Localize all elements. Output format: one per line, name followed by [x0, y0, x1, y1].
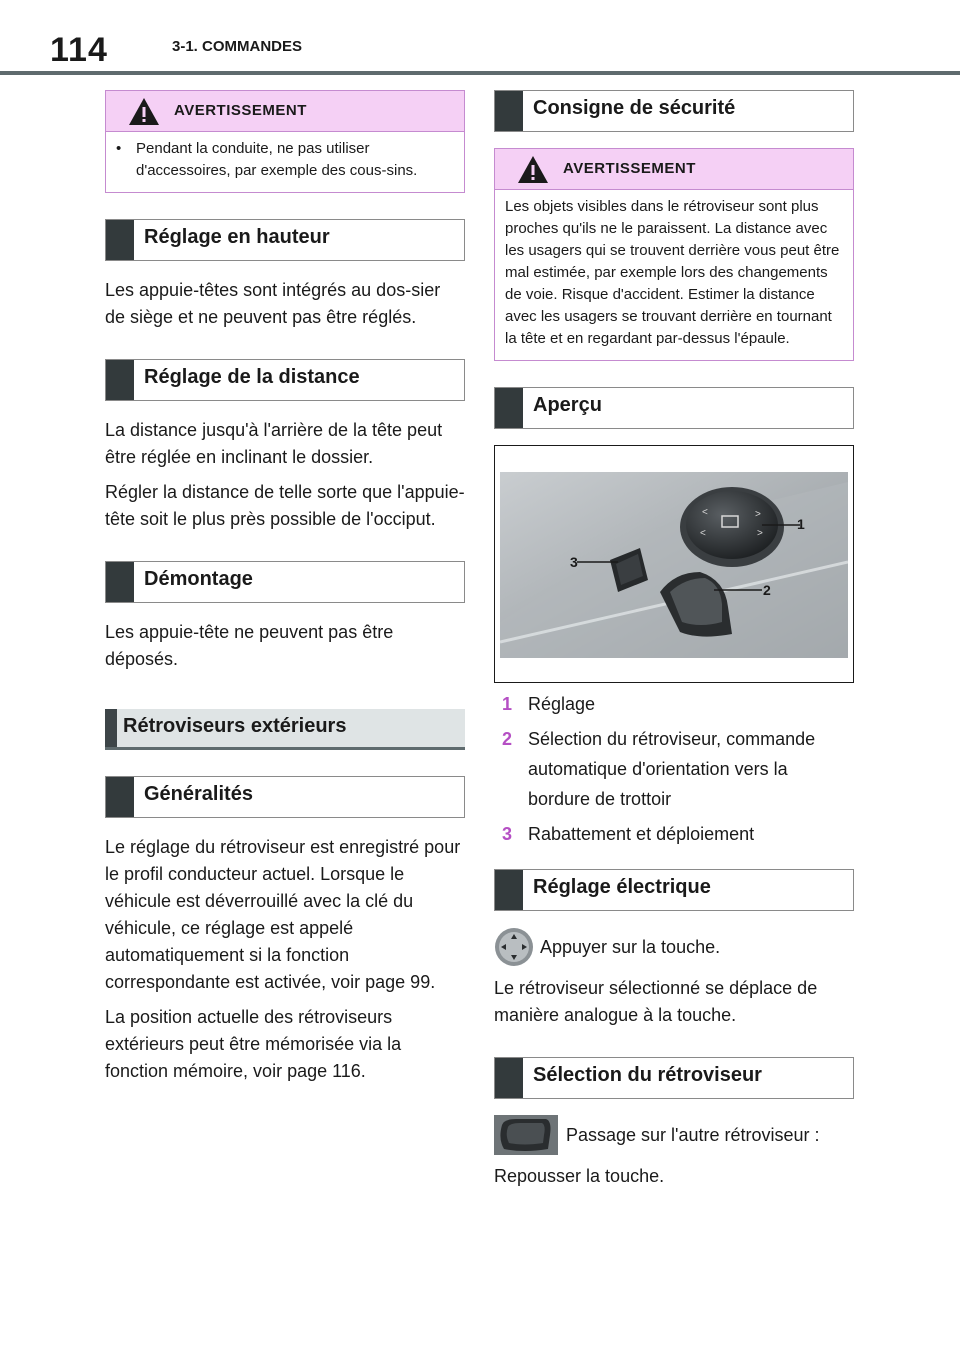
warning-triangle-icon — [128, 97, 160, 126]
section-title: Réglage électrique — [533, 876, 711, 898]
warning-text: Les objets visibles dans le rétroviseur sont plus proches qu'ils ne le paraissent. La distance avec les usagers qui se trouvent derrière vous peut être mal estimée, par exemple lors des changements de voie. Risque d'accident. Estimer la distance avec les usagers se trouvant derrière en tournant la tête et en regardant par-dessus l'épaule. — [505, 198, 840, 347]
list-item — [494, 689, 854, 719]
svg-text:<: < — [702, 507, 708, 518]
left-column — [105, 90, 465, 1093]
section-heading-overview — [494, 387, 854, 429]
page-header — [0, 0, 960, 78]
chapter-title: 3-1. COMMANDES — [172, 38, 303, 55]
item-number: 1 — [502, 694, 513, 714]
mirror-controls-illustration — [500, 472, 848, 658]
warning-header — [495, 149, 853, 190]
mirror-adjust-button-icon — [494, 927, 534, 967]
warning-header — [106, 91, 464, 132]
section-heading-mirror-selection — [494, 1057, 854, 1099]
section-title: Sélection du rétroviseur — [533, 1064, 762, 1086]
instruction-text: Appuyer sur la touche. — [540, 936, 721, 957]
item-number: 3 — [502, 824, 513, 844]
section-title: Consigne de sécurité — [533, 97, 736, 119]
section-title: Généralités — [144, 783, 253, 805]
callout-3: 3 — [570, 554, 578, 570]
paragraph: Les appuie-tête ne peuvent pas être déposés. — [105, 622, 394, 669]
section-heading-removal — [105, 561, 465, 603]
bullet-icon: • — [116, 140, 122, 157]
warning-title: AVERTISSEMENT — [563, 160, 696, 177]
paragraph: Les appuie-têtes sont intégrés au dos-sier de siège et ne peuvent pas être réglés. — [105, 280, 441, 327]
paragraph: Régler la distance de telle sorte que l'appuie-tête soit le plus près possible de l'occiput. — [105, 482, 465, 529]
svg-text:>: > — [757, 528, 763, 539]
callout-1: 1 — [797, 516, 805, 532]
list-item — [494, 724, 854, 814]
paragraph: La distance jusqu'à l'arrière de la tête peut être réglée en inclinant le dossier. — [105, 420, 443, 467]
paragraph: Le rétroviseur sélectionné se déplace de manière analogue à la touche. — [494, 978, 818, 1025]
main-section-heading — [105, 709, 465, 750]
item-text: Réglage — [528, 694, 596, 714]
section-heading-height — [105, 219, 465, 261]
item-text: Sélection du rétroviseur, commande automatique d'orientation vers la bordure de trottoir — [528, 729, 816, 809]
section-title: Réglage de la distance — [144, 366, 360, 388]
warning-body — [495, 190, 853, 360]
instruction-line — [494, 927, 854, 967]
warning-body — [106, 132, 464, 192]
section-heading-electric — [494, 869, 854, 911]
legend-list — [494, 689, 854, 849]
page-number: 114 — [50, 31, 108, 69]
callout-2: 2 — [763, 582, 771, 598]
main-section-title: Rétroviseurs extérieurs — [123, 715, 347, 737]
svg-text:>: > — [755, 509, 761, 520]
svg-text:<: < — [700, 528, 706, 539]
list-item — [494, 819, 854, 849]
header-rule — [0, 71, 960, 75]
paragraph: Le réglage du rétroviseur est enregistré pour le profil conducteur actuel. Lorsque le véhicule est déverrouillé avec la clé du véhicule, ce réglage est appelé automatiquement si la fonction correspondante est activée, voir page 99. — [105, 837, 461, 992]
warning-title: AVERTISSEMENT — [174, 102, 307, 119]
mirror-selector-button-icon — [494, 1115, 558, 1155]
mirror-controls-figure — [494, 445, 854, 683]
section-title: Démontage — [144, 568, 253, 590]
instruction-text: Passage sur l'autre rétroviseur : — [566, 1124, 820, 1145]
paragraph: La position actuelle des rétroviseurs extérieurs peut être mémorisée via la fonction mémoire, voir page 116. — [105, 1007, 402, 1081]
right-column — [494, 90, 854, 1198]
warning-text: Pendant la conduite, ne pas utiliser d'accessoires, par exemple des cous-sins. — [136, 140, 418, 179]
section-heading-distance — [105, 359, 465, 401]
section-heading-safety — [494, 90, 854, 132]
paragraph: Repousser la touche. — [494, 1166, 665, 1186]
warning-triangle-icon — [517, 155, 549, 184]
item-text: Rabattement et déploiement — [528, 824, 755, 844]
instruction-line — [494, 1115, 854, 1155]
section-title: Réglage en hauteur — [144, 226, 330, 248]
section-heading-general — [105, 776, 465, 818]
warning-box — [494, 148, 854, 361]
section-title: Aperçu — [533, 394, 602, 416]
warning-box — [105, 90, 465, 193]
item-number: 2 — [502, 729, 513, 749]
